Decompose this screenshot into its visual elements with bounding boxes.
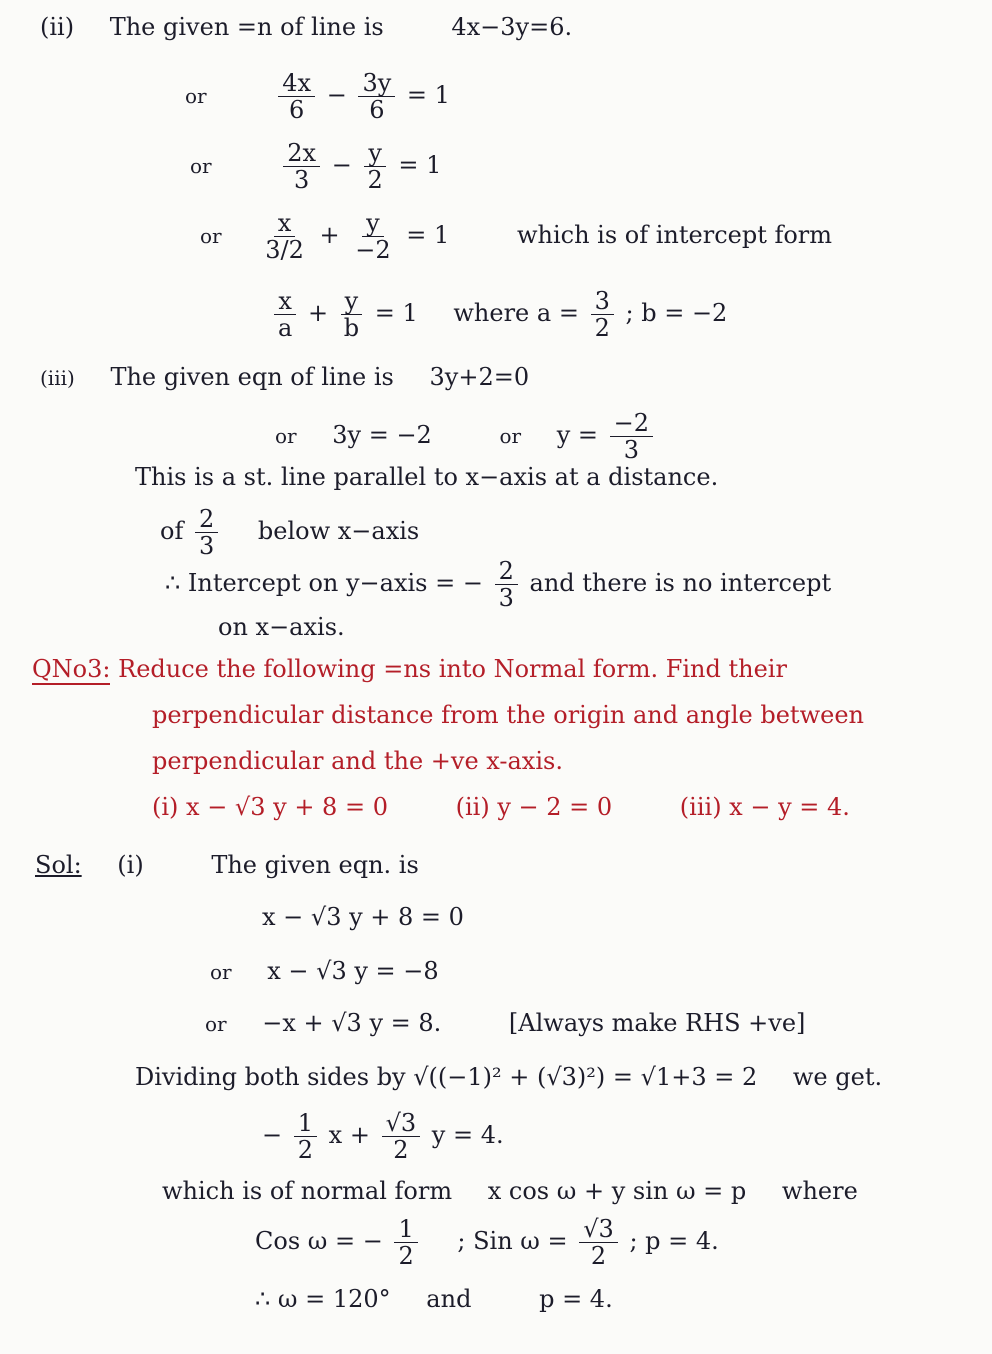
b-value: ; b = −2 <box>625 299 728 327</box>
question-3-line-1 <box>32 654 787 684</box>
operator: + <box>319 221 340 249</box>
numerator: y <box>341 288 363 315</box>
rhs: = 1 <box>398 151 442 179</box>
question-label: QNo3: <box>32 655 111 683</box>
fraction <box>351 210 394 263</box>
numerator: 2 <box>495 558 518 585</box>
equation: 3y+2=0 <box>429 363 530 391</box>
sign: − <box>262 1121 283 1149</box>
fraction <box>579 1216 618 1269</box>
normal-form-text: which is of normal form <box>162 1177 453 1205</box>
denominator: a <box>278 314 293 342</box>
denominator: 2 <box>398 1242 414 1270</box>
question-3-parts <box>152 792 850 822</box>
denominator: 2 <box>393 1136 409 1164</box>
part-ii-line-5 <box>270 288 727 341</box>
equation: −x + √3 y = 8. <box>262 1009 442 1037</box>
note: [Always make RHS +ve] <box>508 1009 806 1037</box>
numerator: 2 <box>195 506 218 533</box>
numerator: 3y <box>358 70 395 97</box>
denominator: 3 <box>294 166 310 194</box>
solution-line-5 <box>135 1062 882 1092</box>
numerator: y <box>364 140 386 167</box>
root-expression: √((−1)² + (√3)²) <box>413 1063 606 1091</box>
or-label: or <box>190 154 212 178</box>
equation-lhs: y = <box>556 421 599 449</box>
operator: − <box>326 81 347 109</box>
normal-form-equation: x cos ω + y sin ω = p <box>487 1177 747 1205</box>
denominator: 3/2 <box>265 236 304 264</box>
denominator: 6 <box>289 96 305 124</box>
part-iii-line-4 <box>160 506 419 559</box>
part-ii-line-1 <box>40 12 572 42</box>
part-iii-line-1 <box>40 362 529 393</box>
denominator: b <box>343 314 360 342</box>
numerator: √3 <box>579 1216 618 1243</box>
fraction <box>340 288 363 341</box>
numerator: 1 <box>294 1110 317 1137</box>
solution-line-1 <box>35 850 419 880</box>
statement-text: The given eqn of line is <box>110 363 394 391</box>
of-text: of <box>160 517 184 545</box>
root-value: = √1+3 = 2 <box>612 1063 758 1091</box>
part-ii: (ii) y − 2 = 0 <box>455 793 613 821</box>
y-term: y = 4. <box>431 1121 504 1149</box>
denominator: 3 <box>623 436 639 464</box>
fraction <box>283 140 320 193</box>
numerator: x <box>274 288 296 315</box>
question-3-line-3: perpendicular and the +ve x-axis. <box>152 747 563 775</box>
part-iii-line-5 <box>165 558 831 611</box>
p-result: p = 4. <box>539 1285 613 1313</box>
or-label: or <box>210 960 232 984</box>
solution-line-4 <box>205 1008 805 1039</box>
equation: x − √3 y = −8 <box>267 957 439 985</box>
part-ii-line-3 <box>190 140 441 193</box>
omega-result: ∴ ω = 120° <box>255 1285 391 1313</box>
or-label: or <box>275 424 297 448</box>
numerator: √3 <box>382 1110 421 1137</box>
denominator: 2 <box>367 166 383 194</box>
fraction <box>358 70 395 123</box>
sin-value: ; Sin ω = <box>457 1227 568 1255</box>
solution-line-6 <box>262 1110 504 1163</box>
solution-line-9 <box>255 1284 613 1314</box>
or-label: or <box>499 424 522 448</box>
statement-text: The given eqn. is <box>211 851 419 879</box>
denominator: −2 <box>355 236 391 264</box>
fraction <box>610 410 653 463</box>
or-label: or <box>205 1012 227 1036</box>
part-iii-line-3: This is a st. line parallel to x−axis at a distance. <box>135 463 719 491</box>
x-term: x + <box>328 1121 370 1149</box>
no-intercept-text: and there is no intercept <box>529 569 832 597</box>
rhs: = 1 <box>406 221 450 249</box>
part-iii-line-6: on x−axis. <box>218 613 345 641</box>
rhs: = 1 <box>374 299 418 327</box>
intercept-text: ∴ Intercept on y−axis = − <box>165 569 483 597</box>
below-text: below x−axis <box>257 517 420 545</box>
denominator: 2 <box>297 1136 314 1164</box>
or-label: or <box>185 84 207 108</box>
fraction <box>382 1110 421 1163</box>
numerator: 4x <box>278 70 315 97</box>
numerator: y <box>362 210 384 237</box>
numerator: 3 <box>591 288 614 315</box>
part-iii-line-2 <box>275 410 657 463</box>
part-label: (ii) <box>40 13 75 41</box>
p-value: ; p = 4. <box>629 1227 719 1255</box>
fraction <box>294 1110 317 1163</box>
part-number: (i) <box>117 851 144 879</box>
question-3-line-2: perpendicular distance from the origin and angle between <box>152 701 864 729</box>
fraction <box>261 210 308 263</box>
denominator: 3 <box>498 584 514 612</box>
part-ii-line-2 <box>185 70 450 123</box>
part-i: (i) x − √3 y + 8 = 0 <box>152 793 388 821</box>
fraction <box>591 288 614 341</box>
denominator: 3 <box>198 532 215 560</box>
solution-line-3 <box>210 956 439 987</box>
numerator: 2x <box>283 140 320 167</box>
denominator: 2 <box>590 1242 607 1270</box>
numerator: x <box>274 210 296 237</box>
part-label: (iii) <box>40 366 75 390</box>
and-text: and <box>426 1285 472 1313</box>
fraction <box>394 1216 417 1269</box>
fraction <box>495 558 518 611</box>
note: which is of intercept form <box>516 221 833 249</box>
fraction <box>363 140 386 193</box>
solution-label: Sol: <box>35 851 82 879</box>
denominator: 6 <box>369 96 385 124</box>
denominator: 2 <box>594 314 610 342</box>
numerator: −2 <box>610 410 653 437</box>
dividing-text: Dividing both sides by <box>135 1063 406 1091</box>
solution-line-2: x − √3 y + 8 = 0 <box>262 903 464 931</box>
numerator: 1 <box>394 1216 417 1243</box>
or-label: or <box>200 224 222 248</box>
operator: + <box>307 299 329 327</box>
fraction <box>195 506 218 559</box>
solution-line-7 <box>162 1176 858 1206</box>
part-ii-line-4 <box>200 210 832 263</box>
operator: − <box>331 151 352 179</box>
cos-value: Cos ω = − <box>255 1227 383 1255</box>
statement-text: The given =n of line is <box>109 13 384 41</box>
where-text: where <box>781 1177 858 1205</box>
solution-line-8 <box>255 1216 719 1269</box>
equation: 3y = −2 <box>332 421 432 449</box>
we-get-text: we get. <box>792 1063 883 1091</box>
equation: 4x−3y=6. <box>451 13 573 41</box>
fraction <box>274 288 296 341</box>
fraction <box>278 70 315 123</box>
question-text: Reduce the following =ns into Normal form. Find their <box>118 655 787 683</box>
rhs: = 1 <box>406 81 450 109</box>
part-iii: (iii) x − y = 4. <box>679 793 850 821</box>
where-text: where a = <box>453 299 579 327</box>
